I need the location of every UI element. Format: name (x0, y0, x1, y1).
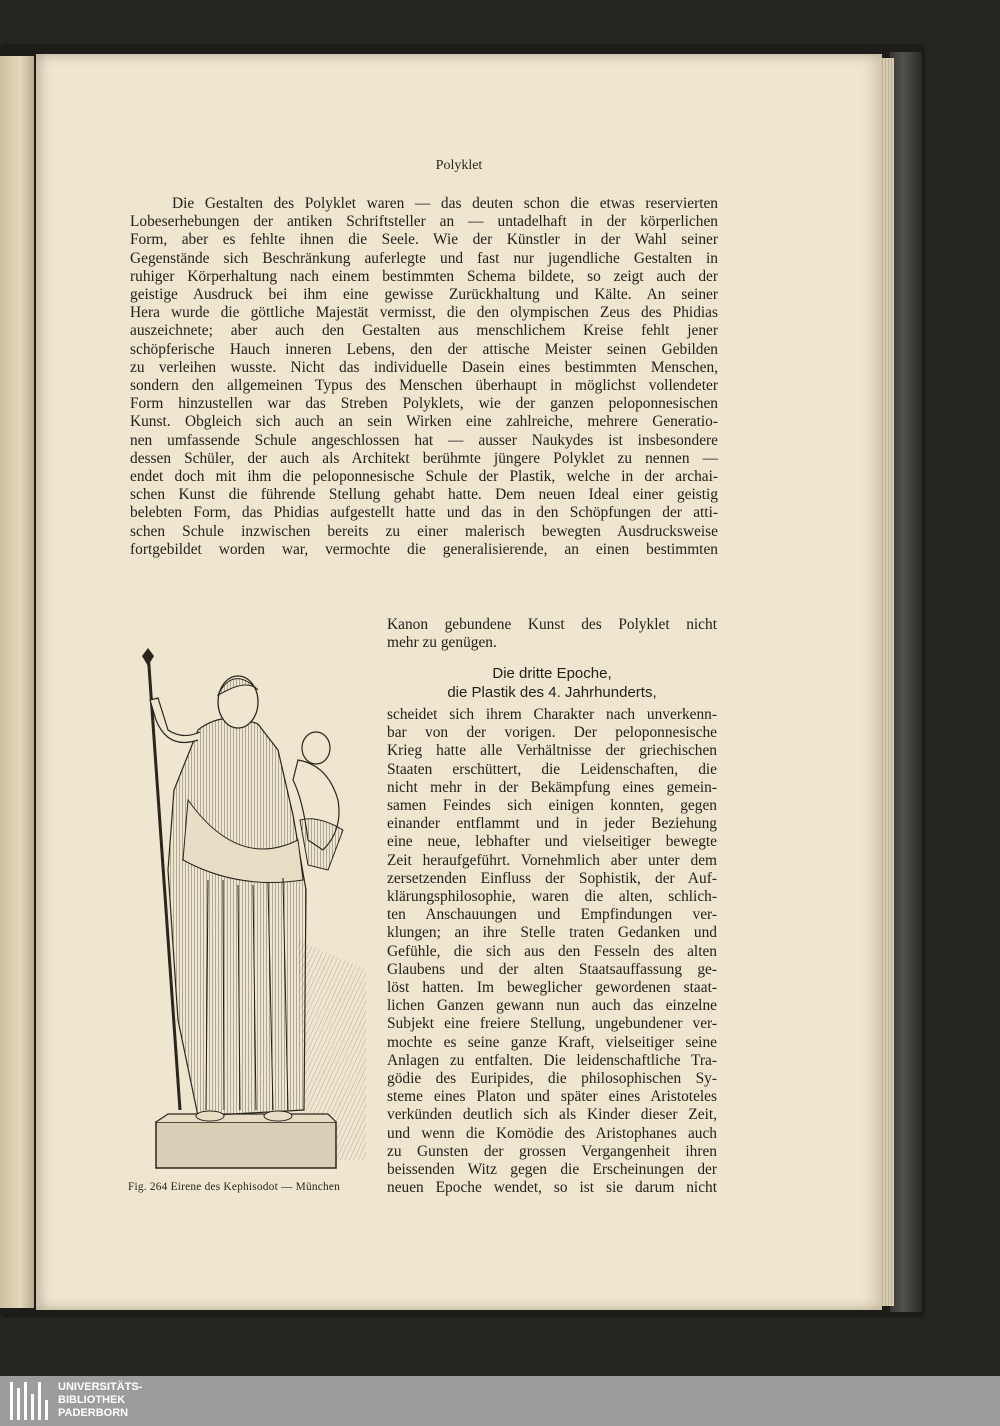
text-line: eine neue, lebhafter und vielseitiger bewegte (387, 833, 717, 851)
library-logo-icon (8, 1380, 52, 1422)
section-heading (387, 664, 717, 702)
library-name-line: PADERBORN (58, 1407, 129, 1419)
text-line: klärungsphilosophie, waren die alten, schlich- (387, 888, 717, 906)
text-line: belebten Form, das Phidias aufgestellt hatte und das in den Schöpfungen der atti- (130, 504, 718, 522)
text-line: lichen Ganzen gewann nun auch das einzelne (387, 997, 717, 1015)
text-line: Kanon gebundene Kunst des Polyklet nicht (387, 616, 717, 633)
text-line: Form hinzustellen war das Streben Polyklets, wie der ganzen peloponnesischen (130, 395, 718, 413)
text-line: zu verleihen wusste. Nicht das individuelle Dasein eines bestimmten Menschen, (130, 358, 718, 376)
heading-line: Die dritte Epoche, (492, 665, 612, 682)
text-line: scheidet sich ihrem Charakter nach unverkenn- (387, 706, 717, 723)
text-line: schen Schule inzwischen bereits zu einer malerisch bewegten Ausdrucksweise (130, 522, 718, 540)
text-line: Kunst. Obgleich sich auch an sein Wirken eine zahlreiche, mehrere Generatio- (130, 413, 718, 431)
text-line: ten Anschauungen und Empfindungen ver- (387, 906, 717, 924)
heading-line: die Plastik des 4. Jahrhunderts, (447, 684, 657, 701)
running-header: Polyklet (435, 158, 483, 173)
text-line: steme eines Platon und später eines Aristoteles (387, 1088, 717, 1106)
text-line: zu Gunsten der grossen Vergangenheit ihren (387, 1142, 717, 1160)
text-line: schen Kunst die führende Stellung gehabt hatte. Dem neuen Ideal einer geistig (130, 486, 718, 504)
text-line: Die Gestalten des Polyklet waren — das deuten schon die etwas reservierten (172, 195, 718, 212)
text-line: mehr zu genügen. (387, 634, 497, 652)
main-paragraph (130, 195, 718, 559)
text-line: fortgebildet worden war, vermochte die generalisierende, an einen bestimmten (130, 540, 718, 558)
text-line: zersetzenden Einfluss der Sophistik, der Auf- (387, 869, 717, 887)
page-stack-edge (880, 58, 894, 1306)
text-line: Hera wurde die göttliche Majestät vermisst, die den olympischen Zeus des Phidias (130, 304, 718, 322)
text-line: schöpferische Hauch inneren Lebens, den der attische Meister seinen Gebilden (130, 340, 718, 358)
text-line: Zeit heraufgeführt. Vornehmlich aber unter dem (387, 851, 717, 869)
text-line: bar von der vorigen. Der peloponnesische (387, 724, 717, 742)
library-name-line: UNIVERSITÄTS- (58, 1381, 143, 1393)
text-line: nicht mehr in der Bekämpfung eines gemein- (387, 778, 717, 796)
text-line: endet doch mit ihm die peloponnesische Schule der Plastik, welche in der archai- (130, 468, 718, 486)
book-spine-edge (890, 52, 922, 1312)
side-paragraph (387, 616, 717, 652)
text-line: Subjekt eine freiere Stellung, ungebundener ver- (387, 1015, 717, 1033)
text-line: und wenn die Komödie des Aristophanes auch (387, 1124, 717, 1142)
figure-caption: Fig. 264 Eirene des Kephisodot — München (128, 1181, 341, 1193)
text-line: verkünden deutlich sich als Kinder dieser Zeit, (387, 1106, 717, 1124)
text-line: Lobeserhebungen der antiken Schriftsteller an — untadelhaft in der körperlichen (130, 213, 718, 231)
statue-engraving (128, 640, 368, 1180)
text-line: Krieg hatte alle Verhältnisse der griechischen (387, 742, 717, 760)
text-line: Glaubens und der alten Staatsauffassung ge- (387, 960, 717, 978)
text-line: einander entflammt und in jeder Beziehung (387, 815, 717, 833)
text-line: geistige Ausdruck bei ihm eine gewisse Zurückhaltung und Kälte. An seiner (130, 286, 718, 304)
left-page-edge (0, 56, 34, 1308)
text-line: Anlagen zu entfalten. Die leidenschaftliche Tra- (387, 1051, 717, 1069)
text-line: neuen Epoche wendet, so ist sie darum nicht (387, 1179, 717, 1197)
text-line: klungen; an ihre Stelle traten Gedanken und (387, 924, 717, 942)
text-line: Staaten erschüttert, die Leidenschaften, die (387, 760, 717, 778)
column-paragraph (387, 706, 717, 1197)
text-line: auszeichnete; aber auch den Gestalten aus menschlichem Kreise fehlt jener (130, 322, 718, 340)
text-line: sondern den allgemeinen Typus des Menschen überhaupt in möglichst vollendeter (130, 377, 718, 395)
text-line: Gegenstände sich Beschränkung auferlegte und fast nur jugendliche Gestalten in (130, 249, 718, 267)
text-line: nen umfassende Schule angeschlossen hat — ausser Naukydes ist insbesondere (130, 431, 718, 449)
text-line: Gefühle, die sich aus den Fesseln des alten (387, 942, 717, 960)
book-page (36, 54, 882, 1310)
text-line: beissenden Witz gegen die Erscheinungen der (387, 1161, 717, 1179)
text-line: ruhiger Körperhaltung nach einem bestimmten Schema bildete, so zeigt auch der (130, 267, 718, 285)
text-line: löst hatten. Im beweglicher gewordenen staat- (387, 979, 717, 997)
text-line: gödie des Euripides, die philosophischen Sy- (387, 1070, 717, 1088)
text-line: samen Feindes sich einigen konnten, gegen (387, 797, 717, 815)
text-line: dessen Schüler, der auch als Architekt berühmte jüngere Polyklet zu nennen — (130, 449, 718, 467)
library-name (58, 1381, 142, 1420)
library-name-line: BIBLIOTHEK (58, 1394, 126, 1406)
library-footer (0, 1376, 1000, 1426)
text-line: mochte es seine ganze Kraft, vielseitiger seine (387, 1033, 717, 1051)
text-line: Form, aber es fehlte ihnen die Seele. Wie der Künstler in der Wahl seiner (130, 231, 718, 249)
